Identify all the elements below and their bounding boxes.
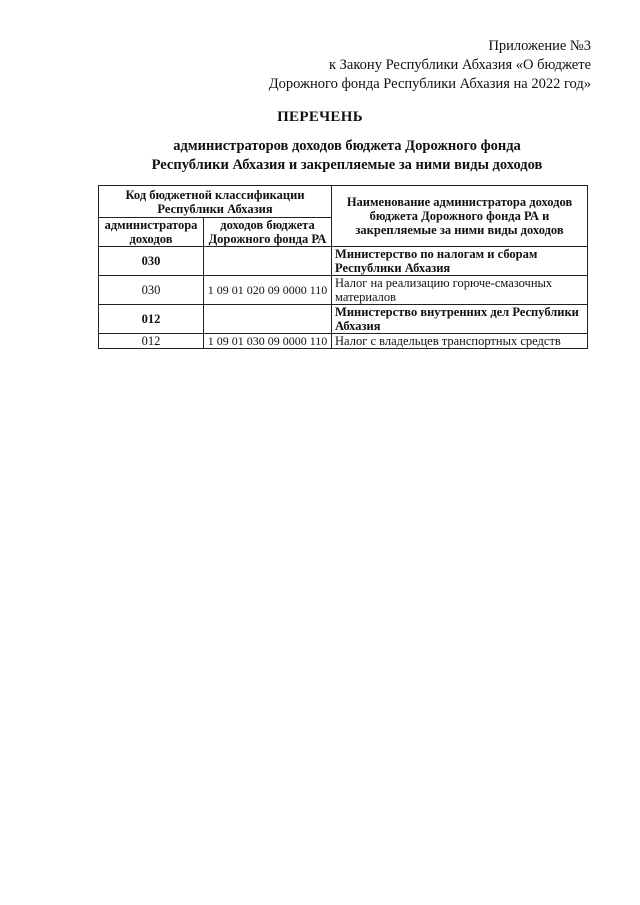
admin-code-cell: 012 (99, 334, 204, 349)
document-subtitle (0, 137, 640, 175)
table-row (99, 247, 588, 276)
header-classification-code: Код бюджетной классификации Республики Абхазия (99, 186, 332, 218)
subtitle-line-2: Республики Абхазия и закрепляемые за ними виды доходов (151, 157, 543, 173)
administrator-name-cell: Министерство по налогам и сборам Республики Абхазия (332, 247, 588, 276)
admin-code-cell: 030 (99, 247, 204, 276)
appendix-line-2: к Закону Республики Абхазия «О бюджете (329, 57, 591, 73)
table-row (99, 276, 588, 305)
income-code-cell (204, 247, 332, 276)
income-type-cell: Налог на реализацию горюче-смазочных материалов (332, 276, 588, 305)
income-code-cell: 1 09 01 020 09 0000 110 (204, 276, 332, 305)
table-header-row (99, 186, 588, 218)
revenue-administrators-table (98, 185, 588, 349)
header-admin-code: администратора доходов (99, 218, 204, 247)
appendix-header (171, 37, 591, 94)
appendix-line-1: Приложение №3 (488, 38, 591, 54)
admin-code-cell: 012 (99, 305, 204, 334)
table-row (99, 334, 588, 349)
income-type-cell: Налог с владельцев транспортных средств (332, 334, 588, 349)
appendix-line-3: Дорожного фонда Республики Абхазия на 2022 год» (268, 76, 591, 92)
table-row (99, 305, 588, 334)
header-administrator-name: Наименование администратора доходов бюджета Дорожного фонда РА и закрепляемые за ними виды доходов (332, 186, 588, 247)
income-code-cell: 1 09 01 030 09 0000 110 (204, 334, 332, 349)
header-income-code: доходов бюджета Дорожного фонда РА (204, 218, 332, 247)
document-title: ПЕРЕЧЕНЬ (277, 109, 363, 125)
income-code-cell (204, 305, 332, 334)
subtitle-line-1: администраторов доходов бюджета Дорожного фонда (173, 138, 521, 154)
administrator-name-cell: Министерство внутренних дел Республики Абхазия (332, 305, 588, 334)
admin-code-cell: 030 (99, 276, 204, 305)
